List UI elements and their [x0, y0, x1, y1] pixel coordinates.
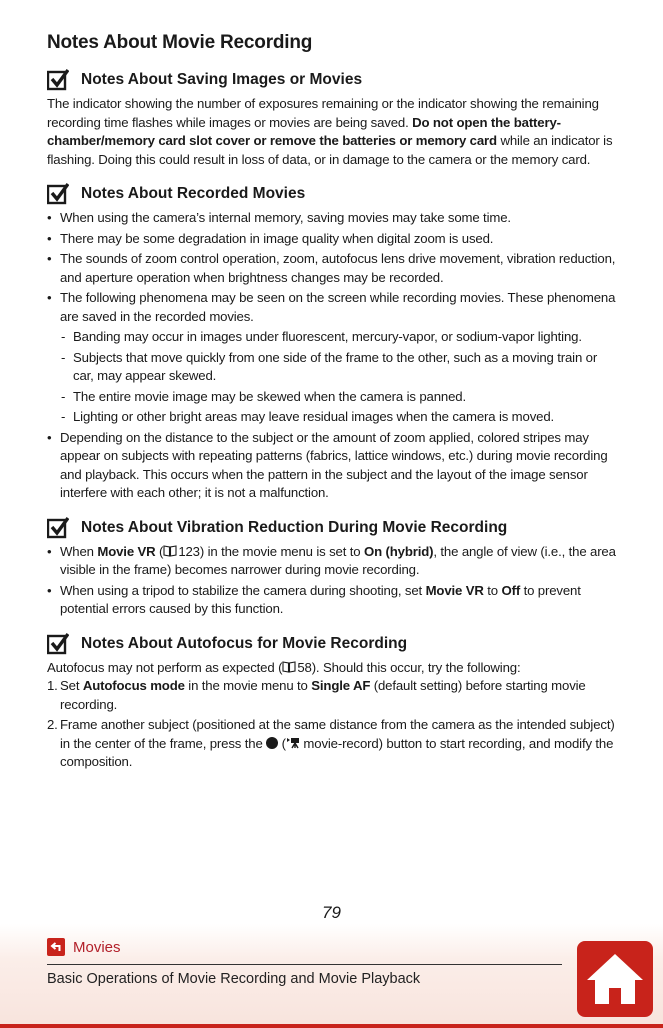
sub-list-item: - Lighting or other bright areas may leave residual images when the camera is moved. — [60, 408, 617, 427]
step-item — [47, 677, 617, 714]
back-link-label[interactable]: Movies — [73, 938, 121, 956]
saving-text-1: The indicator showing the number of exposures remaining or the indicator showing the remaining recording time flashes while images or movies are being saved. — [47, 96, 599, 130]
book-reference-icon[interactable] — [282, 661, 296, 673]
note-heading-text: Notes About Saving Images or Movies — [81, 71, 363, 88]
list-item — [47, 289, 617, 427]
text: ) in the movie menu is set to — [199, 543, 364, 559]
note-heading-af — [47, 632, 617, 656]
note-saving — [47, 68, 617, 169]
note-heading-text: Notes About Autofocus for Movie Recording — [81, 634, 408, 652]
text: ). Should this occur, try the following: — [311, 659, 521, 675]
note-heading-vr — [47, 516, 617, 540]
step-number: 2. — [47, 717, 58, 732]
note-autofocus — [47, 632, 617, 772]
back-arrow-icon[interactable] — [47, 938, 65, 956]
text: When using a tripod to stabilize the camera during shooting, set — [60, 582, 426, 598]
back-to-chapter-link[interactable] — [47, 938, 121, 956]
home-button[interactable] — [577, 941, 653, 1017]
list-item: • The sounds of zoom control operation, zoom, autofocus lens drive movement, vibration reduction, and aperture operation when brightness changes may be recorded. — [47, 250, 617, 287]
sub-list-item: - The entire movie image may be skewed when the camera is panned. — [60, 388, 617, 407]
check-note-icon — [47, 69, 69, 91]
footer-divider — [47, 964, 562, 965]
note-heading-text: Notes About Vibration Reduction During Movie Recording — [81, 518, 508, 536]
note-heading-text: Notes About Recorded Movies — [81, 185, 306, 202]
list-item: • There may be some degradation in image quality when digital zoom is used. — [47, 230, 617, 249]
text: ( — [278, 735, 286, 751]
sub-list-item: - Banding may occur in images under fluorescent, mercury-vapor, or sodium-vapor lighting. — [60, 328, 617, 347]
sub-list-item: - Subjects that move quickly from one side of the frame to the other, such as a moving train or car, may appear skewed. — [60, 349, 617, 386]
step-item — [47, 716, 617, 772]
check-note-icon — [47, 517, 69, 539]
list-item: • When Movie VR ( 123) in the movie menu is set to On (hybrid), the angle of view (i.e., the area visible in the frame) becomes narrower during movie recording. — [47, 543, 617, 580]
note-heading-recorded — [47, 182, 617, 206]
vr-list — [47, 543, 617, 619]
list-item — [47, 582, 617, 619]
setting-name: Autofocus mode — [82, 678, 185, 693]
home-icon[interactable] — [584, 950, 646, 1008]
step-number: 1. — [47, 678, 58, 693]
book-reference-icon[interactable] — [163, 545, 177, 557]
setting-value: Single AF — [311, 678, 371, 693]
page-number: 79 — [322, 903, 341, 922]
saving-text-bold: Do not open the battery-chamber/memory card slot cover or remove the batteries or memory card — [47, 114, 561, 148]
note-vibration-reduction — [47, 516, 617, 619]
page-title: Notes About Movie Recording — [47, 32, 313, 53]
text: in the movie menu to — [184, 678, 312, 693]
page-reference-link[interactable]: 58 — [297, 659, 312, 675]
setting-name: Movie VR — [425, 582, 484, 598]
movie-camera-icon — [286, 737, 300, 749]
af-intro — [47, 659, 617, 678]
check-note-icon — [47, 633, 69, 655]
setting-value: Off — [501, 582, 521, 598]
note-heading-saving — [47, 68, 617, 92]
text: Set — [60, 678, 83, 693]
bottom-accent-line — [0, 1024, 663, 1028]
text: to — [483, 582, 502, 598]
text: , the angle of view (i.e., the area visible in the frame) becomes narrower during movie recording. — [60, 543, 616, 577]
setting-name: Movie VR — [97, 543, 156, 559]
text: (default setting) before starting movie recording. — [60, 678, 586, 712]
text: to prevent potential errors caused by this function. — [60, 582, 581, 616]
list-item-text: The following phenomena may be seen on the screen while recording movies. These phenomena are saved in the recorded movies. — [60, 290, 616, 324]
saving-text-2: while an indicator is flashing. Doing this could result in loss of data, or in damage to the camera or the memory card. — [47, 133, 613, 167]
text: Frame another subject (positioned at the same distance from the camera as the intended subject) in the center of the frame, press the — [60, 717, 615, 751]
phenomena-sublist — [60, 328, 617, 427]
text: Autofocus may not perform as expected ( — [47, 659, 283, 675]
text: movie-record) button to start recording, and modify the composition. — [60, 735, 614, 769]
setting-value: On (hybrid) — [363, 543, 434, 559]
note-recorded — [47, 182, 617, 503]
record-dot-icon — [266, 737, 278, 749]
check-note-icon — [47, 183, 69, 205]
saving-paragraph — [47, 95, 617, 169]
text: When — [60, 543, 98, 559]
af-steps — [47, 677, 617, 772]
list-item: • When using the camera’s internal memory, saving movies may take some time. — [47, 209, 617, 228]
page-content — [47, 32, 617, 785]
page-reference-link[interactable]: 123 — [178, 543, 200, 559]
list-item: • Depending on the distance to the subject or the amount of zoom applied, colored stripes may appear on subjects with repeating patterns (fabrics, lattice windows, etc.) during movie recording and playback. This occurs when the pattern in the subject and the layout of the image sensor interfere with each other; it is not a malfunction. — [47, 429, 617, 503]
chapter-title: Basic Operations of Movie Recording and Movie Playback — [47, 971, 421, 987]
recorded-list — [47, 209, 617, 503]
